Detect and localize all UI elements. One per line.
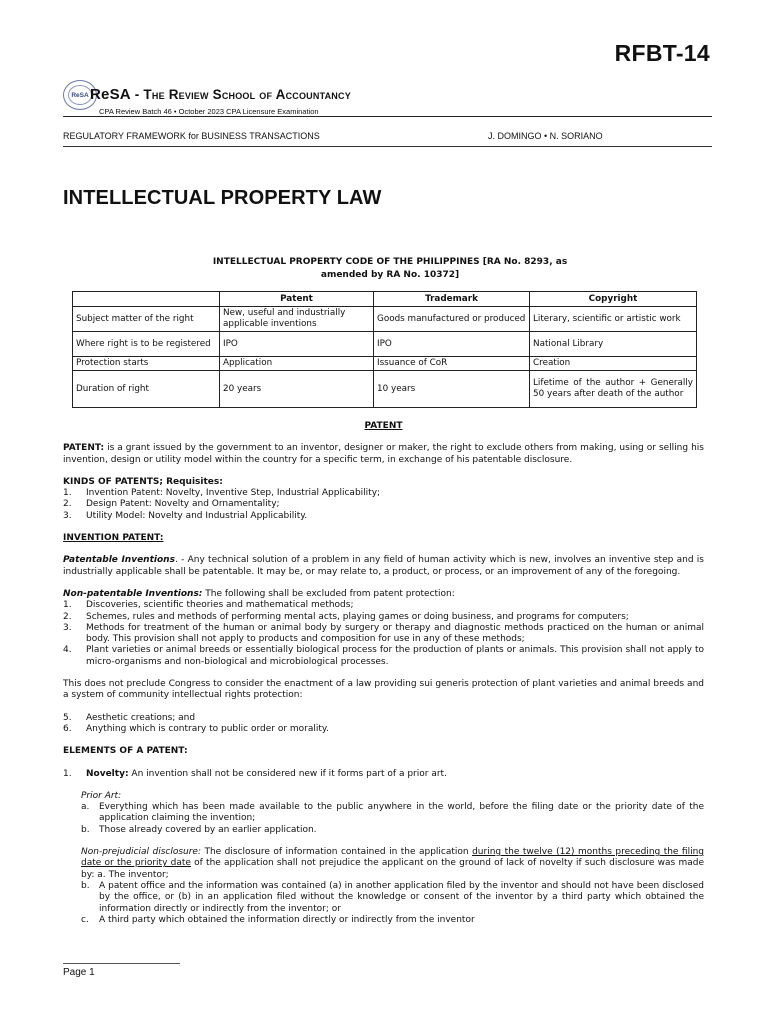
npd-text-1: The disclosure of information contained in the application — [201, 847, 473, 858]
list-number: 4. — [63, 645, 72, 656]
more-exclusions-list — [63, 713, 704, 736]
list-number: a. — [81, 802, 90, 813]
list-number: 3. — [63, 622, 72, 633]
table-header-cell: Copyright — [530, 292, 697, 307]
definition-text: is a grant issued by the government to an inventor, designer or maker, the right to exclude others from making, using or selling his invention, design or utility model within the country for a specific term, in exchange of his patentable disclosure. — [63, 443, 704, 465]
document-code: RFBT-14 — [614, 40, 710, 66]
list-number: 2. — [63, 611, 72, 622]
table-header-cell: Trademark — [374, 292, 530, 307]
subject-name: REGULATORY FRAMEWORK for BUSINESS TRANSACTIONS — [63, 131, 320, 141]
prior-art-heading: Prior Art: — [81, 790, 122, 801]
list-item — [63, 511, 704, 522]
table-cell: IPO — [220, 332, 374, 357]
table-cell: Literary, scientific or artistic work — [530, 307, 697, 332]
table-row — [73, 357, 697, 371]
kinds-heading: KINDS OF PATENTS; Requisites: — [63, 476, 223, 487]
non-prejudicial-disclosure — [81, 847, 704, 881]
list-text: Utility Model: Novelty and Industrial Applicability. — [86, 510, 308, 521]
patentable-text: . - Any technical solution of a problem in any field of human activity which is new, involves an inventive step and is industrially applicable shall be patentable. It may be, or may relate to, a product, or process, or an improvement of any of the foregoing. — [63, 555, 705, 577]
list-text: Everything which has been made available to the public anywhere in the world, before the filing date or the priority date of the application claiming the invention; — [99, 802, 704, 824]
npd-term: Non-prejudicial disclosure: — [81, 847, 202, 858]
novelty-term: Novelty: — [86, 768, 129, 779]
table-cell: 20 years — [220, 371, 374, 408]
list-number: 6. — [63, 723, 72, 734]
batch-line: CPA Review Batch 46 • October 2023 CPA Licensure Examination — [99, 107, 319, 116]
list-text: Those already covered by an earlier application. — [99, 824, 317, 835]
list-item — [63, 612, 704, 623]
table-row — [73, 332, 697, 357]
non-patentable-term: Non-patentable Inventions: — [63, 588, 203, 599]
list-text: A third party which obtained the information directly or indirectly from the inventor — [99, 914, 475, 925]
page-number: Page 1 — [63, 967, 95, 978]
code-title: INTELLECTUAL PROPERTY CODE OF THE PHILIPPINES [RA No. 8293, as amended by RA No. 10372] — [212, 257, 568, 280]
list-item — [63, 499, 704, 510]
table-row — [73, 371, 697, 408]
list-text: Plant varieties or animal breeds or essentially biological process for the production of plants or animals. This provision shall not apply to micro-organisms and non-biological and microbiological processes. — [86, 645, 704, 667]
npd-list — [81, 881, 704, 926]
npd-item-a-num: a. — [97, 869, 106, 880]
list-item — [81, 825, 704, 836]
table-cell: Subject matter of the right — [73, 307, 220, 332]
subject-divider — [63, 146, 712, 147]
list-number: 2. — [63, 499, 72, 510]
table-cell: Duration of right — [73, 371, 220, 408]
list-number: b. — [81, 880, 90, 891]
table-cell: Creation — [530, 357, 697, 371]
list-text: Discoveries, scientific theories and mathematical methods; — [86, 600, 354, 611]
table-cell: Where right is to be registered — [73, 332, 220, 357]
list-item — [63, 645, 704, 668]
list-text: Methods for treatment of the human or animal body by surgery or therapy and diagnostic methods practiced on the human or animal body. This provision shall not apply to products and composition for use in any of these methods; — [86, 622, 704, 645]
school-separator: - — [130, 87, 144, 102]
list-item — [81, 881, 704, 915]
list-text: Anything which is contrary to public order or morality. — [86, 723, 329, 734]
list-item — [63, 623, 704, 646]
table-cell: 10 years — [374, 371, 530, 408]
invention-patent-heading: INVENTION PATENT: — [63, 533, 164, 544]
header-divider — [63, 116, 712, 117]
list-item — [63, 713, 704, 724]
list-number: 1. — [63, 488, 72, 499]
list-item — [63, 769, 704, 780]
page-title: INTELLECTUAL PROPERTY LAW — [63, 187, 382, 209]
patentable-inventions — [63, 555, 704, 578]
table-cell: Lifetime of the author + Generally 50 years after death of the author — [530, 371, 697, 408]
table-cell: Goods manufactured or produced — [374, 307, 530, 332]
list-number: b. — [81, 824, 90, 835]
school-name — [90, 86, 351, 103]
section-title-patent: PATENT — [364, 421, 403, 431]
elements-heading: ELEMENTS OF A PATENT: — [63, 746, 188, 757]
list-item — [63, 488, 704, 499]
table-row — [73, 307, 697, 332]
authors: J. DOMINGO • N. SORIANO — [488, 131, 603, 141]
npd-item-a-text: The inventor; — [108, 869, 169, 880]
npd-text-2: of the application shall not prejudice the applicant on the ground of lack of novelty if such disclosure was made by: — [81, 858, 704, 880]
school-full-name: The Review School of Accountancy — [143, 87, 351, 102]
non-patentable-text: The following shall be excluded from patent protection: — [202, 588, 455, 599]
footer-divider — [63, 963, 180, 964]
table-header-row — [73, 292, 697, 307]
list-text: Invention Patent: Novelty, Inventive Step, Industrial Applicability; — [86, 488, 381, 499]
patent-definition — [63, 443, 704, 466]
list-item — [63, 600, 704, 611]
document-body — [63, 421, 704, 926]
list-number: c. — [81, 914, 89, 925]
school-initial: ReSA — [90, 86, 131, 103]
table-cell: New, useful and industrially applicable inventions — [220, 307, 374, 332]
table-cell: Application — [220, 357, 374, 371]
list-number: 1. — [63, 768, 72, 779]
list-text: Aesthetic creations; and — [86, 712, 196, 723]
table-header-cell: Patent — [220, 292, 374, 307]
definition-term: PATENT: — [63, 443, 105, 454]
list-item — [81, 802, 704, 825]
table-cell: Issuance of CoR — [374, 357, 530, 371]
list-text: Schemes, rules and methods of performing mental acts, playing games or doing business, and programs for computers; — [86, 611, 629, 622]
novelty-text: An invention shall not be considered new if it forms part of a prior art. — [128, 768, 447, 779]
elements-list — [63, 769, 704, 780]
logo-text: ReSA — [68, 85, 92, 105]
prior-art-list — [81, 802, 704, 836]
npd-underlined: during the twelve (12) months preceding the filing date or the priority date — [81, 847, 705, 869]
table-cell: IPO — [374, 332, 530, 357]
list-number: 5. — [63, 712, 72, 723]
prior-art-block — [63, 791, 704, 926]
comparison-table — [72, 291, 697, 408]
table-cell: National Library — [530, 332, 697, 357]
list-item — [63, 724, 704, 735]
sui-generis-paragraph: This does not preclude Congress to consider the enactment of a law providing sui generis protection of plant varieties and animal breeds and a system of community intellectual rights protection: — [63, 679, 704, 701]
patentable-term: Patentable Inventions — [63, 555, 175, 566]
non-patentable-inventions — [63, 589, 704, 600]
list-text: A patent office and the information was contained (a) in another application filed by the inventor and should not have been disclosed by the office, or (b) in an application filed without the knowledge or consent of the inventor by a third party which obtained the information directly or indirectly from the inventor; or — [99, 880, 704, 914]
list-number: 3. — [63, 510, 72, 521]
list-number: 1. — [63, 600, 72, 611]
kinds-list — [63, 488, 704, 522]
list-item — [81, 915, 704, 926]
table-header-cell — [73, 292, 220, 307]
table-cell: Protection starts — [73, 357, 220, 371]
list-text: Design Patent: Novelty and Ornamentality; — [86, 499, 280, 510]
non-patentable-list — [63, 600, 704, 668]
